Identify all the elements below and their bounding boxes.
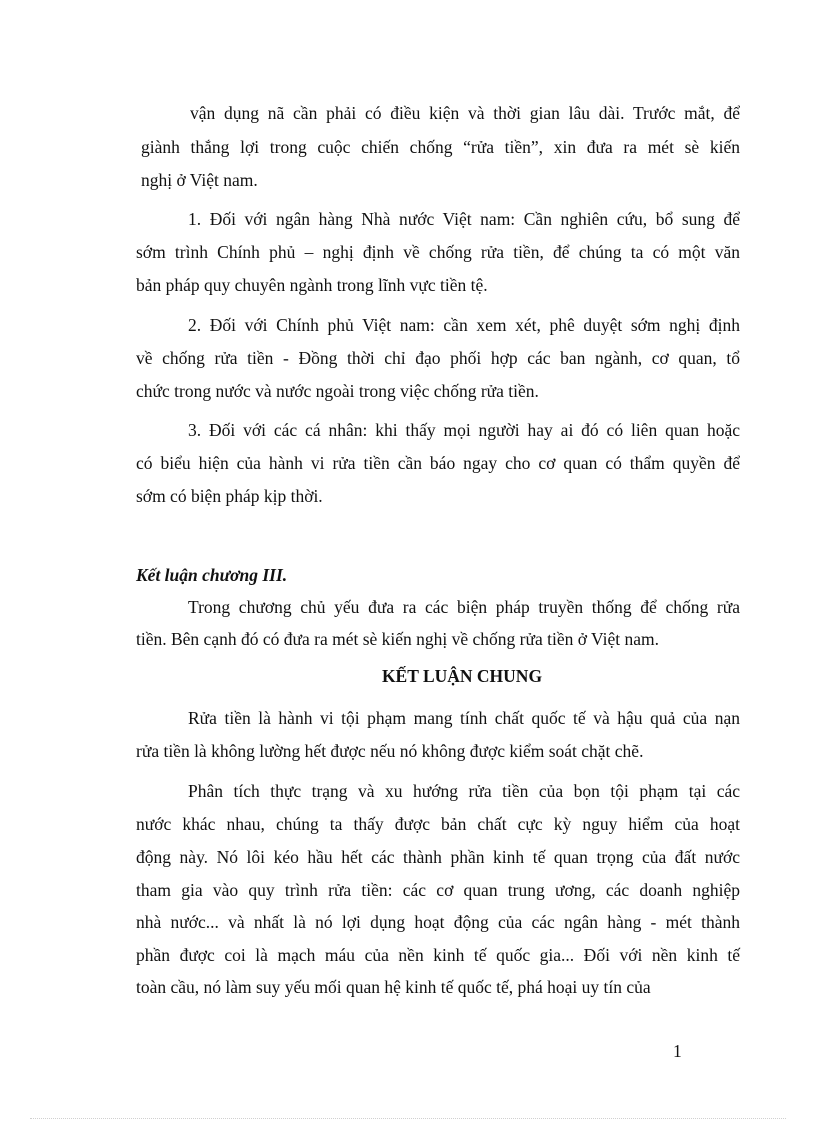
- general-p2-line-5: nhà nước... và nhất là nó lợi dụng hoạt động của các ngân hàng - mét thành: [136, 912, 740, 932]
- general-p2-line-6: phần được coi là mạch máu của nền kinh tế quốc gia... Đối với nền kinh tế: [136, 945, 740, 965]
- intro-line-2: giành thắng lợi trong cuộc chiến chống “rửa tiền”, xin đưa ra mét sè kiến: [141, 137, 740, 157]
- general-p2-line-3: động này. Nó lôi kéo hầu hết các thành phần kinh tế quan trọng của đất nước: [136, 847, 740, 867]
- general-conclusion-heading: KẾT LUẬN CHUNG: [381, 666, 543, 686]
- footer-rule: [30, 1118, 786, 1119]
- item2-line-1: 2. Đối với Chính phủ Việt nam: cần xem xét, phê duyệt sớm nghị định: [188, 315, 740, 335]
- general-p2-line-4: tham gia vào quy trình rửa tiền: các cơ quan trung ương, các doanh nghiệp: [136, 880, 740, 900]
- item1-line-1: 1. Đối với ngân hàng Nhà nước Việt nam: Cần nghiên cứu, bổ sung để: [188, 209, 740, 229]
- item2-line-3: chức trong nước và nước ngoài trong việc chống rửa tiền.: [136, 381, 539, 401]
- item2-line-2: về chống rửa tiền - Đồng thời chỉ đạo phối hợp các ban ngành, cơ quan, tổ: [136, 348, 740, 368]
- general-p2-line-1: Phân tích thực trạng và xu hướng rửa tiền của bọn tội phạm tại các: [188, 781, 740, 801]
- item3-line-3: sớm có biện pháp kịp thời.: [136, 486, 323, 506]
- item1-line-2: sớm trình Chính phủ – nghị định về chống rửa tiền, để chúng ta có một văn: [136, 242, 740, 262]
- general-p2-line-7: toàn cầu, nó làm suy yếu mối quan hệ kinh tế quốc tế, phá hoại uy tín của: [136, 977, 651, 997]
- item3-line-2: có biểu hiện của hành vi rửa tiền cần báo ngay cho cơ quan có thẩm quyền để: [136, 453, 740, 473]
- item3-line-1: 3. Đối với các cá nhân: khi thấy mọi người hay ai đó có liên quan hoặc: [188, 420, 740, 440]
- general-p1-line-1: Rửa tiền là hành vi tội phạm mang tính chất quốc tế và hậu quả của nạn: [188, 708, 740, 728]
- intro-line-3: nghị ở Việt nam.: [141, 170, 258, 190]
- chapter-text-line-1: Trong chương chủ yếu đưa ra các biện pháp truyền thống để chống rửa: [188, 597, 740, 617]
- general-p2-line-2: nước khác nhau, chúng ta thấy được bản chất cực kỳ nguy hiểm của hoạt: [136, 814, 740, 834]
- chapter-text-line-2: tiền. Bên cạnh đó có đưa ra mét sè kiến nghị về chống rửa tiền ở Việt nam.: [136, 629, 660, 649]
- chapter-conclusion-heading: Kết luận chương III.: [136, 565, 288, 585]
- item1-line-3: bản pháp quy chuyên ngành trong lĩnh vực tiền tệ.: [136, 275, 488, 295]
- intro-line-1: vận dụng nã cần phải có điều kiện và thời gian lâu dài. Trước mắt, để: [190, 103, 740, 123]
- general-p1-line-2: rửa tiền là không lường hết được nếu nó không được kiểm soát chặt chẽ.: [136, 741, 644, 761]
- page-number: 1: [673, 1041, 682, 1061]
